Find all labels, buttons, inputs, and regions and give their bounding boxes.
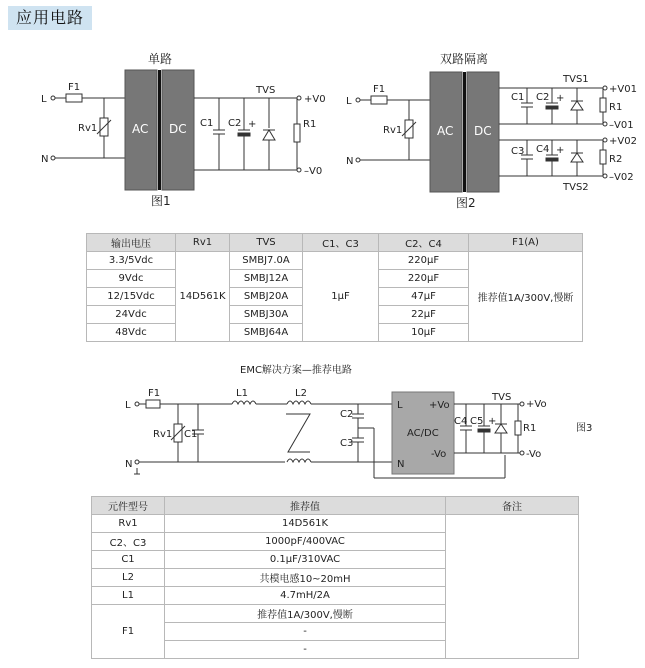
selection-table xyxy=(86,233,583,342)
fig1-caption: 图1 xyxy=(151,194,171,208)
cell-voltage: 24Vdc xyxy=(87,306,176,324)
fig2-label-c2: C2 xyxy=(536,92,550,103)
fig1-fuse xyxy=(66,94,82,102)
fig1-label-plus-v0: +V0 xyxy=(304,94,326,105)
cell-c1-c3: 1μF xyxy=(303,252,379,342)
header-f1: F1(A) xyxy=(469,234,583,252)
cell-part: F1 xyxy=(92,605,165,659)
cell-part: Rv1 xyxy=(92,515,165,533)
fig1-label-c1: C1 xyxy=(200,118,214,129)
cell-c2-c4: 47μF xyxy=(379,288,469,306)
fig2-label-f1: F1 xyxy=(373,84,386,95)
fig1-label-rv1: Rv1 xyxy=(78,123,98,134)
table-row xyxy=(87,252,583,270)
fig1-label-ac: AC xyxy=(132,122,149,136)
fig1-label-r1: R1 xyxy=(303,119,317,130)
emc-component-table xyxy=(91,496,579,659)
fig3-label-rv1: Rv1 xyxy=(153,429,173,440)
header-c2-c4: C2、C4 xyxy=(379,234,469,252)
fig3-module-acdc: AC/DC xyxy=(407,428,439,439)
fig3-heading: EMC解决方案—推荐电路 xyxy=(240,365,352,376)
cell-remark xyxy=(446,515,579,659)
table-header-row xyxy=(92,497,579,515)
cell-c2-c4: 10μF xyxy=(379,324,469,342)
header-tvs: TVS xyxy=(230,234,303,252)
fig2-label-l: L xyxy=(346,96,352,107)
fig2-heading: 双路隔离 xyxy=(440,52,489,66)
fig3-label-n: N xyxy=(125,459,133,470)
fig2-label-minus-v02: –V02 xyxy=(609,172,634,183)
fig1-label-c2: C2 xyxy=(228,118,242,129)
fig2-label-minus-v01: –V01 xyxy=(609,120,634,131)
fig3-label-c4: C4 xyxy=(454,416,468,427)
cell-tvs: SMBJ12A xyxy=(230,270,303,288)
fig2-label-rv1: Rv1 xyxy=(383,125,403,136)
cell-voltage: 3.3/5Vdc xyxy=(87,252,176,270)
fig3-fuse xyxy=(146,400,160,408)
fig2-label-r1: R1 xyxy=(609,102,623,113)
table-header-row xyxy=(87,234,583,252)
fig3-out-mvo: -Vo xyxy=(526,449,542,460)
fig2-label-tvs1: TVS1 xyxy=(563,74,589,85)
fig3-label-c5-plus: + xyxy=(488,416,497,427)
cell-value: 1000pF/400VAC xyxy=(165,533,446,551)
fig2-label-r2: R2 xyxy=(609,154,623,165)
cell-part: L1 xyxy=(92,587,165,605)
cell-c2-c4: 220μF xyxy=(379,252,469,270)
fig3-label-f1: F1 xyxy=(148,388,161,399)
fig3-label-tvs: TVS xyxy=(492,392,512,403)
fig1-label-f1: F1 xyxy=(68,82,81,93)
fig1-label-minus-v0: –V0 xyxy=(304,166,323,177)
fig3-label-c1: C1 xyxy=(184,429,198,440)
fig2-fuse xyxy=(371,96,387,104)
fig2-label-plus-v01: +V01 xyxy=(609,84,637,95)
cell-part: L2 xyxy=(92,569,165,587)
fig3-label-c3: C3 xyxy=(340,438,354,449)
header-output-voltage: 输出电压 xyxy=(87,234,176,252)
cell-value: 共模电感10~20mH xyxy=(165,569,446,587)
fig2-label-c1: C1 xyxy=(511,92,525,103)
header-value: 推荐值 xyxy=(165,497,446,515)
cell-c2-c4: 22μF xyxy=(379,306,469,324)
fig3-caption: 图3 xyxy=(576,423,593,434)
fig3-module-pvo: +Vo xyxy=(429,400,450,411)
fig1-label-n: N xyxy=(41,154,49,165)
cell-tvs: SMBJ64A xyxy=(230,324,303,342)
fig1-label-c2-plus: + xyxy=(248,119,257,130)
cell-rv1: 14D561K xyxy=(176,252,230,342)
fig2-label-c3: C3 xyxy=(511,146,525,157)
fig2-label-ac: AC xyxy=(437,124,454,138)
fig2-label-n: N xyxy=(346,156,354,167)
cell-value: 0.1μF/310VAC xyxy=(165,551,446,569)
cell-tvs: SMBJ20A xyxy=(230,288,303,306)
fig2-label-c4: C4 xyxy=(536,144,550,155)
fig3-module-n: N xyxy=(397,459,405,470)
header-remark: 备注 xyxy=(446,497,579,515)
fig3-label-l: L xyxy=(125,400,131,411)
cell-value: 4.7mH/2A xyxy=(165,587,446,605)
fig2-label-tvs2: TVS2 xyxy=(563,182,589,193)
fig3-label-c5: C5 xyxy=(470,416,484,427)
fig3-label-c2: C2 xyxy=(340,409,354,420)
cell-tvs: SMBJ7.0A xyxy=(230,252,303,270)
header-part: 元件型号 xyxy=(92,497,165,515)
fig1-label-dc: DC xyxy=(169,122,187,136)
cell-voltage: 48Vdc xyxy=(87,324,176,342)
cell-voltage: 12/15Vdc xyxy=(87,288,176,306)
cell-voltage: 9Vdc xyxy=(87,270,176,288)
fig1-heading: 单路 xyxy=(148,52,173,66)
fig3-module-mvo: -Vo xyxy=(431,449,447,460)
cell-value: - xyxy=(165,641,446,659)
cell-value: - xyxy=(165,623,446,641)
fig1-label-l: L xyxy=(41,94,47,105)
section-title: 应用电路 xyxy=(8,6,92,30)
fig3-label-l2: L2 xyxy=(295,388,307,399)
fig1-resistor xyxy=(294,124,300,142)
cell-part: C1 xyxy=(92,551,165,569)
fig2-label-plus-v02: +V02 xyxy=(609,136,637,147)
header-rv1: Rv1 xyxy=(176,234,230,252)
header-c1-c3: C1、C3 xyxy=(303,234,379,252)
cell-part: C2、C3 xyxy=(92,533,165,551)
fig3-out-pvo: +Vo xyxy=(526,399,547,410)
fig2-label-c2-plus: + xyxy=(556,93,565,104)
fig3-label-l1: L1 xyxy=(236,388,248,399)
cell-c2-c4: 220μF xyxy=(379,270,469,288)
fig2-label-c4-plus: + xyxy=(556,145,565,156)
fig3-module-l: L xyxy=(397,400,403,411)
fig2-label-dc: DC xyxy=(474,124,492,138)
cell-tvs: SMBJ30A xyxy=(230,306,303,324)
fig2-caption: 图2 xyxy=(456,196,476,210)
fig3-label-r1: R1 xyxy=(523,423,537,434)
cell-value: 推荐值1A/300V,慢断 xyxy=(165,605,446,623)
table-row xyxy=(92,515,579,533)
cell-f1: 推荐值1A/300V,慢断 xyxy=(469,252,583,342)
fig1-label-tvs: TVS xyxy=(256,85,276,96)
cell-value: 14D561K xyxy=(165,515,446,533)
